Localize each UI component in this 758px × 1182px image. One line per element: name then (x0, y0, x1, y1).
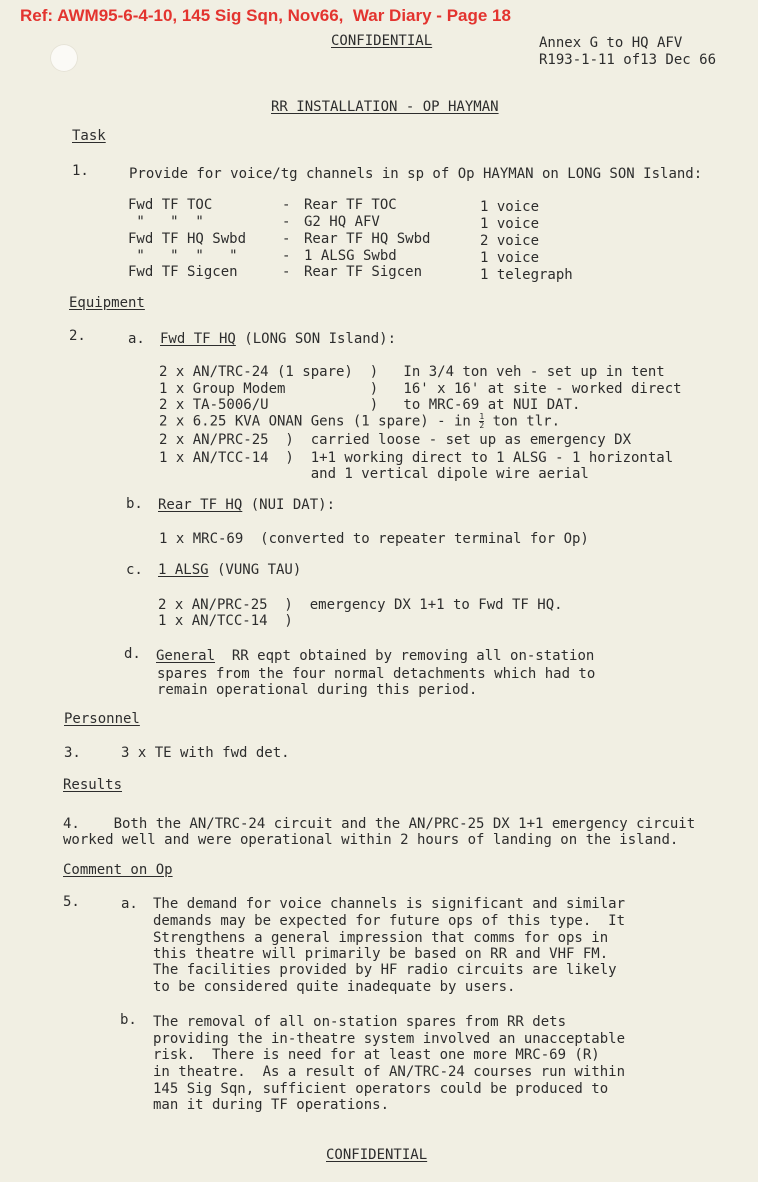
equipment-a-heading: Fwd TF HQ (160, 331, 236, 347)
equipment-b-heading-rest: (NUI DAT): (242, 497, 336, 513)
comment-a-line: to be considered quite inadequate by users. (153, 979, 516, 995)
comment-a-label: a. (121, 896, 138, 912)
annex-line-1: Annex G to HQ AFV (539, 35, 683, 51)
equipment-c-line: 2 x AN/PRC-25 ) emergency DX 1+1 to Fwd TF HQ. (158, 597, 563, 613)
channel-dash: - (282, 197, 291, 213)
results-line: 4. Both the AN/TRC-24 circuit and the AN/PRC-25 DX 1+1 emergency circuit (63, 816, 696, 832)
personnel-heading: Personnel (64, 711, 140, 727)
channel-from: Fwd TF Sigcen (128, 264, 238, 280)
channel-from: " " " " (128, 248, 238, 264)
equipment-heading: Equipment (69, 295, 145, 311)
classification-bottom: CONFIDENTIAL (326, 1147, 428, 1163)
results-line: worked well and were operational within 2 hours of landing on the island. (63, 832, 679, 848)
comment-a-line: Strengthens a general impression that comms for ops in (153, 930, 609, 946)
equipment-para-num: 2. (69, 328, 86, 344)
reference-title: Ref: AWM95-6-4-10, 145 Sig Sqn, Nov66, War Diary - Page 18 (20, 6, 511, 25)
equipment-a-line: 2 x AN/PRC-25 ) carried loose - set up as emergency DX (159, 432, 632, 448)
channel-dash: - (282, 231, 291, 247)
channel-to: G2 HQ AFV (304, 214, 380, 230)
comment-b-line: risk. There is need for at least one more MRC-69 (R) (153, 1047, 600, 1063)
comment-a-line: this theatre will primarily be based on RR and VHF FM. (153, 946, 609, 962)
equipment-d-line: remain operational during this period. (157, 682, 478, 698)
channel-qty: 2 voice (480, 233, 540, 249)
channel-dash: - (282, 264, 291, 280)
equipment-c-heading-rest: (VUNG TAU) (208, 562, 302, 578)
equipment-a-heading-rest: (LONG SON Island): (235, 331, 397, 347)
equipment-a-line: 2 x AN/TRC-24 (1 spare) ) In 3/4 ton veh - set up in tent (159, 364, 665, 380)
comment-para-num: 5. (63, 894, 80, 910)
channel-from: Fwd TF HQ Swbd (128, 231, 247, 247)
equipment-d-label: d. (124, 646, 141, 662)
equipment-a-line: 1 x AN/TCC-14 ) 1+1 working direct to 1 ALSG - 1 horizontal (159, 450, 674, 466)
results-heading: Results (63, 777, 123, 793)
channel-from: " " " (128, 214, 204, 230)
equipment-c-line: 1 x AN/TCC-14 ) (158, 613, 293, 629)
equipment-b-heading-line (158, 497, 335, 514)
task-para-num: 1. (72, 163, 89, 179)
comment-b-line: in theatre. As a result of AN/TRC-24 courses run within (153, 1064, 626, 1080)
annex-line-2: R193-1-11 of13 Dec 66 (539, 52, 717, 68)
channel-from: Fwd TF TOC (128, 197, 213, 213)
equipment-a-heading-line (160, 331, 396, 348)
channel-to: Rear TF TOC (304, 197, 397, 213)
task-heading: Task (72, 128, 106, 144)
comment-b-line: 145 Sig Sqn, sufficient operators could be produced to (153, 1081, 609, 1097)
equipment-a-line-tail: ton tlr. (484, 413, 560, 430)
comment-a-line: demands may be expected for future ops of this type. It (153, 913, 626, 929)
equipment-a-line: 2 x 6.25 KVA ONAN Gens (1 spare) - in (159, 413, 471, 430)
equipment-c-heading: 1 ALSG (158, 562, 209, 578)
equipment-c-heading-line (158, 562, 301, 579)
comment-b-line: providing the in-theatre system involved an unacceptable (153, 1031, 626, 1047)
channel-qty: 1 voice (480, 216, 540, 232)
classification-top: CONFIDENTIAL (331, 33, 433, 49)
equipment-d-line: RR eqpt obtained by removing all on-station (215, 648, 595, 664)
channel-to: Rear TF Sigcen (304, 264, 423, 280)
equipment-a-line-4 (159, 413, 560, 431)
channel-qty: 1 telegraph (480, 267, 573, 283)
equipment-a-line: 1 x Group Modem ) 16' x 16' at site - worked direct (159, 381, 682, 397)
punch-hole (50, 44, 78, 72)
channel-to: 1 ALSG Swbd (304, 248, 397, 264)
equipment-a-line: 2 x TA-5006/U ) to MRC-69 at NUI DAT. (159, 397, 581, 413)
channel-dash: - (282, 248, 291, 264)
equipment-d-line: spares from the four normal detachments which had to (157, 666, 596, 682)
task-para-text: Provide for voice/tg channels in sp of Op HAYMAN on LONG SON Island: (129, 166, 703, 182)
document-title: RR INSTALLATION - OP HAYMAN (271, 99, 499, 115)
personnel-text: 3 x TE with fwd det. (121, 745, 290, 761)
equipment-d-line-1 (156, 648, 594, 665)
comment-a-line: The facilities provided by HF radio circuits are likely (153, 962, 617, 978)
channel-to: Rear TF HQ Swbd (304, 231, 431, 247)
comment-heading: Comment on Op (63, 862, 173, 878)
channel-qty: 1 voice (480, 199, 540, 215)
comment-b-label: b. (120, 1012, 137, 1028)
equipment-a-label: a. (128, 331, 145, 347)
fraction: $\frac{1}{2}$ (479, 412, 485, 430)
channel-dash: - (282, 214, 291, 230)
personnel-para-num: 3. (64, 745, 81, 761)
channel-qty: 1 voice (480, 250, 540, 266)
equipment-a-line: and 1 vertical dipole wire aerial (159, 466, 589, 482)
comment-b-line: The removal of all on-station spares from RR dets (153, 1014, 567, 1030)
equipment-b-line: 1 x MRC-69 (converted to repeater terminal for Op) (159, 531, 589, 547)
equipment-b-label: b. (126, 496, 143, 512)
equipment-c-label: c. (126, 562, 143, 578)
comment-a-line: The demand for voice channels is significant and similar (153, 896, 626, 912)
equipment-d-heading: General (156, 648, 216, 664)
comment-b-line: man it during TF operations. (153, 1097, 390, 1113)
equipment-b-heading: Rear TF HQ (158, 497, 243, 513)
